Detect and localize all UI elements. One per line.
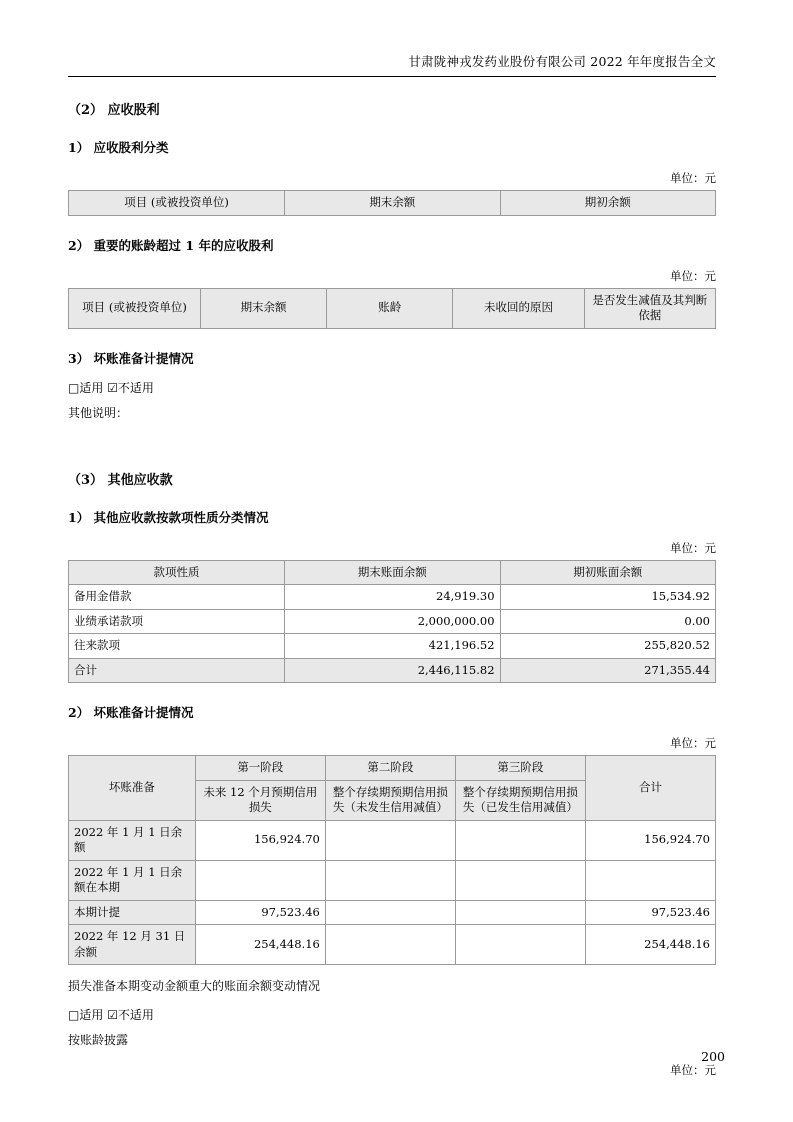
cell-nature: 备用金借款 [69,585,285,610]
table-row [69,609,716,634]
col-header-stage-3: 第三阶段 [455,756,585,781]
cell-total-label: 合计 [69,658,285,683]
col-header-stage-2: 第二阶段 [325,756,455,781]
cell-nature: 往来款项 [69,634,285,659]
table-bad-debt-provision [68,755,716,965]
subsection-aging-over-one-year: 2） 重要的账龄超过 1 年的应收股利 [68,237,274,253]
cell-begin-balance: 255,820.52 [500,634,715,659]
unit-label-4: 单位：元 [670,736,716,751]
row-header-closing-balance: 2022 年 12 月 31 日余额 [69,925,196,965]
subsection-dividend-classification: 1） 应收股利分类 [68,140,169,155]
cell-total [585,860,715,900]
cell-stage-2 [325,900,455,925]
applicability-checkbox-1[interactable]: □适用 ☑不适用 [68,380,154,395]
row-header-opening-balance-period: 2022 年 1 月 1 日余额在本期 [69,860,196,900]
section-title-receivable-dividends: （2） 应收股利 [68,103,160,118]
cell-nature: 业绩承诺款项 [69,609,285,634]
page-content [68,0,716,1082]
header-rule [68,76,716,77]
table-dividend-classification [68,190,716,216]
cell-stage-2 [325,820,455,860]
table-row [69,191,716,216]
subsection-bad-debt-provision-2: 2） 坏账准备计提情况 [68,705,194,721]
cell-stage-3 [455,925,585,965]
cell-total: 156,924.70 [585,820,715,860]
col-header-item: 项目 (或被投资单位) [69,191,285,216]
col-header-begin-book-balance: 期初账面余额 [500,560,715,585]
footer-note-loss-provision-change: 损失准备本期变动金额重大的账面余额变动情况 [68,979,321,994]
table-row [69,820,716,860]
col-header-end-balance: 期末余额 [285,191,500,216]
col-header-end-book-balance: 期末账面余额 [285,560,500,585]
table-row [69,634,716,659]
cell-stage-1 [195,860,325,900]
col-header-stage-1-desc: 未来 12 个月预期信用损失 [195,780,325,820]
section-title-other-receivables: （3） 其他应收款 [68,472,173,488]
cell-stage-1: 156,924.70 [195,820,325,860]
unit-label-3: 单位：元 [670,540,716,555]
table-row [69,560,716,585]
unit-label-1: 单位：元 [670,171,716,185]
col-header-end-balance: 期末余额 [200,288,326,328]
cell-total-begin-balance: 271,355.44 [500,658,715,683]
col-header-impairment-basis: 是否发生减值及其判断依据 [584,288,715,328]
cell-total: 254,448.16 [585,925,715,965]
cell-stage-3 [455,860,585,900]
cell-stage-1: 254,448.16 [195,925,325,965]
cell-stage-3 [455,900,585,925]
table-row [69,925,716,965]
cell-stage-2 [325,860,455,900]
table-row [69,900,716,925]
applicability-checkbox-2[interactable]: □适用 ☑不适用 [68,1008,154,1023]
col-header-reason: 未收回的原因 [453,288,584,328]
cell-begin-balance: 0.00 [500,609,715,634]
unit-label-2: 单位：元 [670,268,716,283]
table-other-receivables-by-nature [68,560,716,684]
col-header-item: 项目 (或被投资单位) [69,288,201,328]
other-note-label: 其他说明： [68,405,129,420]
cell-stage-2 [325,925,455,965]
table-row-total [69,658,716,683]
cell-stage-3 [455,820,585,860]
table-aging-over-one-year [68,288,716,329]
cell-end-balance: 421,196.52 [285,634,500,659]
col-header-aging: 账龄 [327,288,453,328]
row-header-current-provision: 本期计提 [69,900,196,925]
cell-end-balance: 24,919.30 [285,585,500,610]
subsection-bad-debt-provision-1: 3） 坏账准备计提情况 [68,350,194,366]
page-number: 200 [701,1049,725,1064]
cell-total: 97,523.46 [585,900,715,925]
table-row [69,756,716,781]
cell-end-balance: 2,000,000.00 [285,609,500,634]
col-header-begin-balance: 期初余额 [500,191,715,216]
col-header-stage-2-desc: 整个存续期预期信用损失（未发生信用减值） [325,780,455,820]
col-header-nature: 款项性质 [69,560,285,585]
row-header-opening-balance: 2022 年 1 月 1 日余额 [69,820,196,860]
cell-begin-balance: 15,534.92 [500,585,715,610]
footer-note-aging-disclosure: 按账龄披露 [68,1033,129,1048]
table-row [69,288,716,328]
col-header-total: 合计 [585,756,715,821]
running-header: 甘肃陇神戎发药业股份有限公司 2022 年年度报告全文 [408,54,716,69]
col-header-stage-1: 第一阶段 [195,756,325,781]
col-header-bad-debt-provision: 坏账准备 [69,756,196,821]
cell-total-end-balance: 2,446,115.82 [285,658,500,683]
unit-label-5: 单位：元 [670,1063,716,1078]
table-row [69,860,716,900]
table-row [69,585,716,610]
col-header-stage-3-desc: 整个存续期预期信用损失（已发生信用减值） [455,780,585,820]
subsection-other-receivables-by-nature: 1） 其他应收款按款项性质分类情况 [68,509,269,525]
cell-stage-1: 97,523.46 [195,900,325,925]
spacer [68,421,716,447]
